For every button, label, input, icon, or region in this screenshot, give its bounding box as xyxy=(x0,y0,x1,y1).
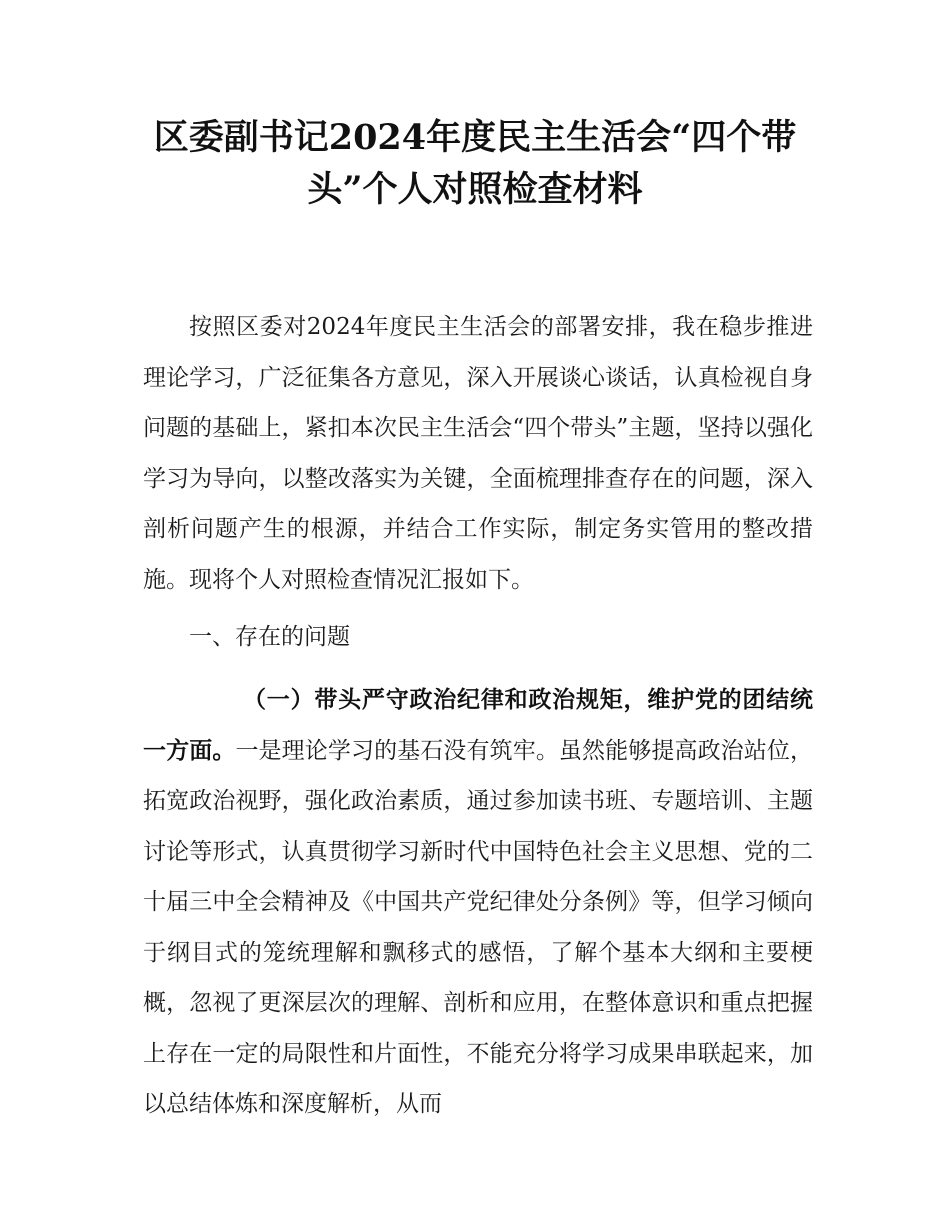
subsection-title: （一）带头严守政治纪律和政治规矩，维护党的团结统一方面。 xyxy=(143,687,813,764)
subsection-paragraph xyxy=(143,675,813,1130)
subsection-body: 一是理论学习的基石没有筑牢。虽然能够提高政治站位，拓宽政治视野，强化政治素质，通过参加读书班、专题培训、主题讨论等形式，认真贯彻学习新时代中国特色社会主义思想、党的二十届三中全会精神及《中国共产党纪律处分条例》等，但学习倾向于纲目式的笼统理解和飘移式的感悟，了解个基本大纲和主要梗概，忽视了更深层次的理解、剖析和应用，在整体意识和重点把握上存在一定的局限性和片面性，不能充分将学习成果串联起来，加以总结体炼和深度解析，从而 xyxy=(143,737,814,1117)
section-heading: 一、存在的问题 xyxy=(189,624,350,650)
intro-paragraph: 按照区委对2024年度民主生活会的部署安排，我在稳步推进理论学习，广泛征集各方意见，深入开展谈心谈话，认真检视自身问题的基础上，紧扣本次民主生活会“四个带头”主题，坚持以强化学习为导向，以整改落实为关键，全面梳理排查存在的问题，深入剖析问题产生的根源，并结合工作实际，制定务实管用的整改措施。现将个人对照检查情况汇报如下。 xyxy=(143,314,813,593)
document-title: 区委副书记2024年度民主生活会“四个带头”个人对照检查材料 xyxy=(153,117,797,210)
